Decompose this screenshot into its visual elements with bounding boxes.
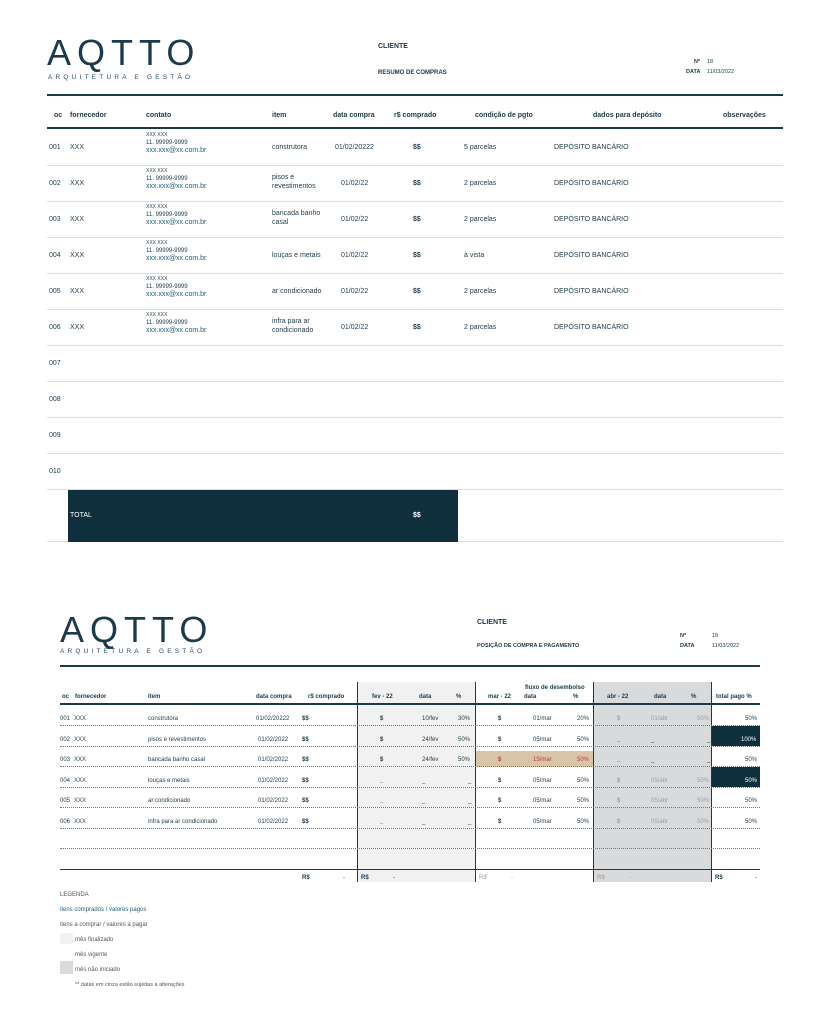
logo-top: AQTTO (47, 32, 201, 73)
row-comprado: $$ (413, 288, 421, 295)
row-deposito: DEPÓSITO BANCÁRIO (554, 180, 629, 187)
row-contato-line: xxx.xxx@xx.com.br (146, 327, 207, 334)
row-deposito: DEPÓSITO BANCÁRIO (554, 288, 629, 295)
data-label-top: DATA (686, 69, 701, 75)
row-m2-cur: $ (498, 818, 502, 825)
row-condicao: 2 parcelas (464, 324, 497, 331)
col-observacoes: observações (723, 112, 766, 119)
row-divider (47, 165, 783, 166)
col-abr: abr - 22 (607, 694, 629, 700)
col-mar: mar - 22 (488, 694, 512, 700)
row-item: ar condicionado (272, 288, 322, 295)
row-item: condicionado (272, 327, 314, 334)
legend-nao-iniciado: mês não iniciado (75, 967, 121, 973)
row-comprado: $$ (302, 777, 309, 784)
row-total-dark (712, 767, 760, 787)
col-fornecedor: fornecedor (70, 112, 107, 119)
row-oc: 003 (60, 757, 71, 763)
num-label-top: Nº (694, 59, 700, 65)
row-m3-data: 05/abr (651, 818, 669, 825)
row-data-compra: 01/02/22 (341, 252, 369, 259)
row-contato-line: 11. 99999-9999 (146, 176, 188, 182)
row-oc: 002 (49, 180, 61, 187)
fluxo-label: fluxo de desembolso (525, 685, 585, 691)
row-condicao: à vista (464, 252, 485, 259)
row-fornecedor: XXX (70, 288, 85, 295)
row-fornecedor: XXX (74, 798, 87, 804)
row-divider (47, 201, 783, 202)
row-item: construtora (148, 716, 179, 722)
row-contato-line: 11. 99999-9999 (146, 284, 188, 290)
totals-m1-cur: R$ (361, 875, 369, 881)
row-oc: 003 (49, 216, 61, 223)
row-divider (47, 273, 783, 274)
row-m1-pct: 50% (458, 757, 471, 763)
row-fornecedor: XXX (74, 716, 87, 722)
row-m2-pct: 50% (577, 798, 590, 804)
doc-title-bottom: POSIÇÃO DE COMPRA E PAGAMENTO (477, 643, 580, 649)
row-comprado: $$ (302, 798, 309, 804)
row-comprado: $$ (413, 144, 421, 151)
row-m2-pct: 20% (577, 716, 590, 722)
row-m3-data: 01/abr (651, 716, 669, 722)
col-contato: contato (146, 112, 172, 119)
header-divider-top (47, 94, 783, 96)
total-value: $$ (413, 512, 421, 519)
row-item: construtora (272, 144, 308, 151)
row-fornecedor: XXX (70, 180, 85, 187)
row-item: bancada banho casal (148, 757, 206, 763)
row-m1-pct: _ (468, 818, 472, 825)
totals-valor-dash: - (343, 875, 345, 881)
row-deposito: DEPÓSITO BANCÁRIO (554, 216, 629, 223)
row-total-dark (712, 726, 760, 746)
col-oc: oc (54, 112, 63, 119)
doc-title-top: RESUMO DE COMPRAS (378, 70, 447, 76)
row-oc: 004 (49, 252, 61, 259)
row-fornecedor: XXX (70, 216, 85, 223)
row-oc: 005 (49, 288, 61, 295)
month-border-3 (593, 682, 594, 882)
col-mar-pct: % (573, 694, 579, 700)
row-divider-empty (60, 848, 760, 849)
total-line (458, 541, 783, 542)
row-m3-pct: _ (707, 736, 711, 743)
row-oc: 010 (49, 468, 61, 475)
row-divider (60, 766, 760, 767)
row-comprado: $$ (302, 757, 309, 763)
row-m1-cur: $ (380, 716, 384, 722)
row-m3-cur: $ (617, 777, 621, 784)
row-m3-data: _ (651, 757, 655, 763)
row-m2-cur: $ (498, 798, 502, 804)
col-fev-pct: % (456, 694, 462, 700)
row-m1-cur: _ (380, 777, 384, 784)
row-m3-pct: 50% (697, 798, 710, 804)
row-data-compra: 01/02/2022 (258, 736, 289, 743)
row-deposito: DEPÓSITO BANCÁRIO (554, 252, 629, 259)
row-m3-pct: 50% (697, 716, 710, 722)
row-contato-line: xxx.xxx@xx.com.br (146, 255, 207, 262)
col-condicao: condição de pgto (475, 112, 533, 119)
col-data-compra: data compra (256, 694, 292, 700)
cliente-label-bottom: CLIENTE (477, 619, 507, 626)
num-value-top: 18 (707, 59, 714, 65)
header-divider-bottom (60, 665, 760, 667)
row-comprado: $$ (302, 818, 309, 825)
row-contato-line: 11. 99999-9999 (146, 320, 188, 326)
row-oc: 007 (49, 360, 61, 367)
col-data-compra: data compra (333, 112, 375, 119)
row-data-compra: 01/02/2022 (258, 777, 289, 784)
legend-vigente: mês vigente (75, 952, 108, 958)
row-m2-cur: $ (498, 716, 502, 722)
header-underline-bottom (60, 703, 760, 705)
row-contato-line: 11. 99999-9999 (146, 248, 188, 254)
row-comprado: $$ (302, 716, 309, 722)
total-line-left (47, 541, 68, 542)
row-m1-pct: 30% (458, 716, 471, 722)
row-m2-data: 01/mar (533, 716, 552, 722)
row-data-compra: 01/02/20222 (256, 716, 290, 722)
row-m3-pct: _ (707, 757, 711, 763)
logo-subtitle-top: ARQUITETURA E GESTÃO (48, 74, 194, 81)
total-bar (68, 490, 458, 542)
row-m1-data: _ (422, 777, 426, 784)
col-mar-data: data (524, 694, 537, 700)
row-item: bancada banho (272, 210, 321, 217)
row-comprado: $$ (413, 180, 421, 187)
row-m3-cur: $ (617, 818, 621, 825)
row-m2-pct: 50% (577, 736, 590, 743)
row-m2-pct: 50% (577, 757, 590, 763)
totals-line-bottom (60, 869, 760, 870)
row-contato-line: XXX XXX (146, 312, 168, 318)
row-m1-cur: _ (380, 798, 384, 804)
totals-m2-dash: - (511, 875, 513, 881)
row-comprado: $$ (413, 252, 421, 259)
row-data-compra: 01/02/22 (341, 324, 369, 331)
row-oc: 002 (60, 736, 71, 743)
row-oc: 005 (60, 798, 71, 804)
num-value-bottom: 18 (712, 633, 719, 639)
row-item: pisos e revestimentos (148, 736, 207, 743)
row-fornecedor: XXX (70, 252, 85, 259)
month-border-2 (475, 682, 476, 882)
col-deposito: dados para depósito (593, 112, 662, 119)
data-label-bottom: DATA (680, 643, 695, 649)
row-oc: 004 (60, 777, 71, 784)
legend-finalizado: mês finalizado (75, 937, 114, 943)
row-total: 50% (745, 716, 758, 722)
row-m2-data: 05/mar (533, 736, 552, 743)
row-contato-line: xxx.xxx@xx.com.br (146, 183, 207, 190)
row-m1-pct: _ (468, 777, 472, 784)
row-comprado: $$ (413, 324, 421, 331)
row-m1-data: _ (422, 798, 426, 804)
row-m3-cur: _ (617, 757, 621, 763)
row-condicao: 2 parcelas (464, 180, 497, 187)
row-divider (47, 345, 783, 346)
row-condicao: 2 parcelas (464, 288, 497, 295)
row-oc: 001 (60, 716, 71, 722)
row-oc: 001 (49, 144, 61, 151)
row-total: 50% (745, 798, 758, 804)
row-m2-data: 15/mar (533, 757, 552, 763)
row-condicao: 2 parcelas (464, 216, 497, 223)
row-m1-cur: $ (380, 757, 384, 763)
row-divider (60, 807, 760, 808)
row-contato-line: xxx.xxx@xx.com.br (146, 147, 207, 154)
row-total: 50% (745, 818, 758, 825)
col-comprado: r$ comprado (308, 694, 345, 700)
col-item: item (148, 694, 161, 700)
row-oc: 009 (49, 432, 61, 439)
row-data-compra: 01/02/2022 (258, 757, 289, 763)
legend-swatch-finalizado (60, 933, 73, 944)
legend-a-comprar: itens a comprar / valores a pagar (60, 922, 148, 928)
row-fornecedor: XXX (74, 736, 87, 743)
cliente-label-top: CLIENTE (378, 43, 408, 50)
legend-comprados: itens comprados / valores pagos (60, 907, 147, 913)
col-item: item (272, 112, 287, 119)
row-contato-line: XXX XXX (146, 240, 168, 246)
row-m3-data: 05/abr (651, 777, 669, 784)
row-m3-cur: _ (617, 736, 621, 743)
row-m2-data: 05/mar (533, 798, 552, 804)
row-m1-data: 24/fev (422, 757, 439, 763)
row-data-compra: 01/02/22 (341, 180, 369, 187)
totals-valor-cur: R$ (302, 875, 310, 881)
row-data-compra: 01/02/2022 (258, 798, 289, 804)
row-item: infra para ar condicionado (148, 818, 218, 825)
row-data-compra: 01/02/2022 (258, 818, 289, 825)
row-data-compra: 01/02/20222 (335, 144, 374, 151)
logo-subtitle-bottom: ARQUITETURA E GESTÃO (60, 648, 206, 655)
row-divider (60, 787, 760, 788)
month-bg-fev (358, 682, 475, 882)
row-fornecedor: XXX (74, 777, 87, 784)
row-m3-cur: $ (617, 798, 621, 804)
row-item: pisos e (272, 174, 295, 181)
row-m2-data: 05/mar (533, 777, 552, 784)
totals-m3-dash: - (629, 875, 631, 881)
row-m1-pct: _ (468, 798, 472, 804)
row-contato-line: XXX XXX (146, 276, 168, 282)
col-oc: oc (62, 694, 70, 700)
row-m2-cur: $ (498, 777, 502, 784)
row-m3-cur: $ (617, 716, 621, 722)
row-contato-line: 11. 99999-9999 (146, 140, 188, 146)
row-oc: 006 (49, 324, 61, 331)
row-fornecedor: XXX (74, 818, 87, 825)
col-fev-data: data (419, 694, 432, 700)
row-divider (47, 237, 783, 238)
row-fornecedor: XXX (74, 757, 87, 763)
header-underline-top (47, 127, 783, 129)
row-m3-pct: 50% (697, 818, 710, 825)
totals-m3-cur: R$ (597, 875, 605, 881)
col-total: total pago % (716, 694, 752, 700)
legend-note: ** datas em cinza estão sujeitas a alterações (75, 982, 185, 988)
row-fornecedor: XXX (70, 144, 85, 151)
row-item: ar condicionado (148, 798, 191, 804)
total-label: TOTAL (70, 512, 92, 519)
data-value-top: 11/03/2022 (707, 69, 735, 75)
row-item: revestimentos (272, 183, 316, 190)
row-comprado: $$ (413, 216, 421, 223)
row-data-compra: 01/02/22 (341, 216, 369, 223)
legend-swatch-nao-iniciado (60, 961, 73, 974)
row-data-compra: 01/02/22 (341, 288, 369, 295)
row-contato-line: 11. 99999-9999 (146, 212, 188, 218)
row-m3-data: 05/abr (651, 798, 669, 804)
row-item: louças e metais (272, 252, 321, 259)
row-total: 100% (741, 736, 757, 743)
row-m2-pct: 50% (577, 818, 590, 825)
row-m1-data: 24/fev (422, 736, 439, 743)
row-m1-data: 10/fev (422, 716, 439, 722)
totals-m2-cur: R$ (479, 875, 487, 881)
row-oc: 008 (49, 396, 61, 403)
row-item: casal (272, 219, 289, 226)
row-m1-pct: 50% (458, 736, 471, 743)
row-divider (47, 381, 783, 382)
row-total: 50% (745, 777, 758, 784)
row-oc: 006 (60, 818, 71, 825)
totals-m1-dash: - (393, 875, 395, 881)
row-item: infra para ar (272, 318, 310, 325)
row-divider (60, 828, 760, 829)
row-comprado: $$ (302, 736, 309, 743)
row-divider (47, 417, 783, 418)
row-contato-line: xxx.xxx@xx.com.br (146, 291, 207, 298)
row-divider (60, 725, 760, 726)
row-contato-line: XXX XXX (146, 168, 168, 174)
row-contato-line: XXX XXX (146, 132, 168, 138)
row-contato-line: xxx.xxx@xx.com.br (146, 219, 207, 226)
num-label-bottom: Nº (680, 633, 686, 639)
row-m2-cur: $ (498, 736, 502, 743)
month-border-1 (357, 682, 358, 882)
row-m2-data: 05/mar (533, 818, 552, 825)
row-m1-data: _ (422, 818, 426, 825)
row-contato-line: XXX XXX (146, 204, 168, 210)
totals-total-cur: R$ (715, 875, 723, 881)
row-deposito: DEPÓSITO BANCÁRIO (554, 324, 629, 331)
row-divider (60, 746, 760, 747)
row-divider (47, 309, 783, 310)
data-value-bottom: 11/03/2022 (712, 643, 740, 649)
row-m1-cur: _ (380, 818, 384, 825)
legend-title: LEGENDA (60, 892, 89, 898)
row-deposito: DEPÓSITO BANCÁRIO (554, 144, 629, 151)
col-fornecedor: fornecedor (75, 694, 107, 700)
row-m3-pct: 50% (697, 777, 710, 784)
row-m2-cur: $ (498, 757, 502, 763)
row-total: 50% (745, 757, 758, 763)
row-item: louças e metais (148, 777, 190, 784)
row-m3-data: _ (651, 736, 655, 743)
col-abr-data: data (654, 694, 667, 700)
row-divider (47, 453, 783, 454)
row-m1-cur: $ (380, 736, 384, 743)
row-condicao: 5 parcelas (464, 144, 497, 151)
col-fev: fev - 22 (372, 694, 393, 700)
col-comprado: r$ comprado (394, 112, 437, 119)
col-abr-pct: % (691, 694, 697, 700)
row-m2-pct: 50% (577, 777, 590, 784)
row-fornecedor: XXX (70, 324, 85, 331)
logo-bottom: AQTTO (60, 609, 214, 650)
totals-total-dash: - (755, 875, 757, 881)
